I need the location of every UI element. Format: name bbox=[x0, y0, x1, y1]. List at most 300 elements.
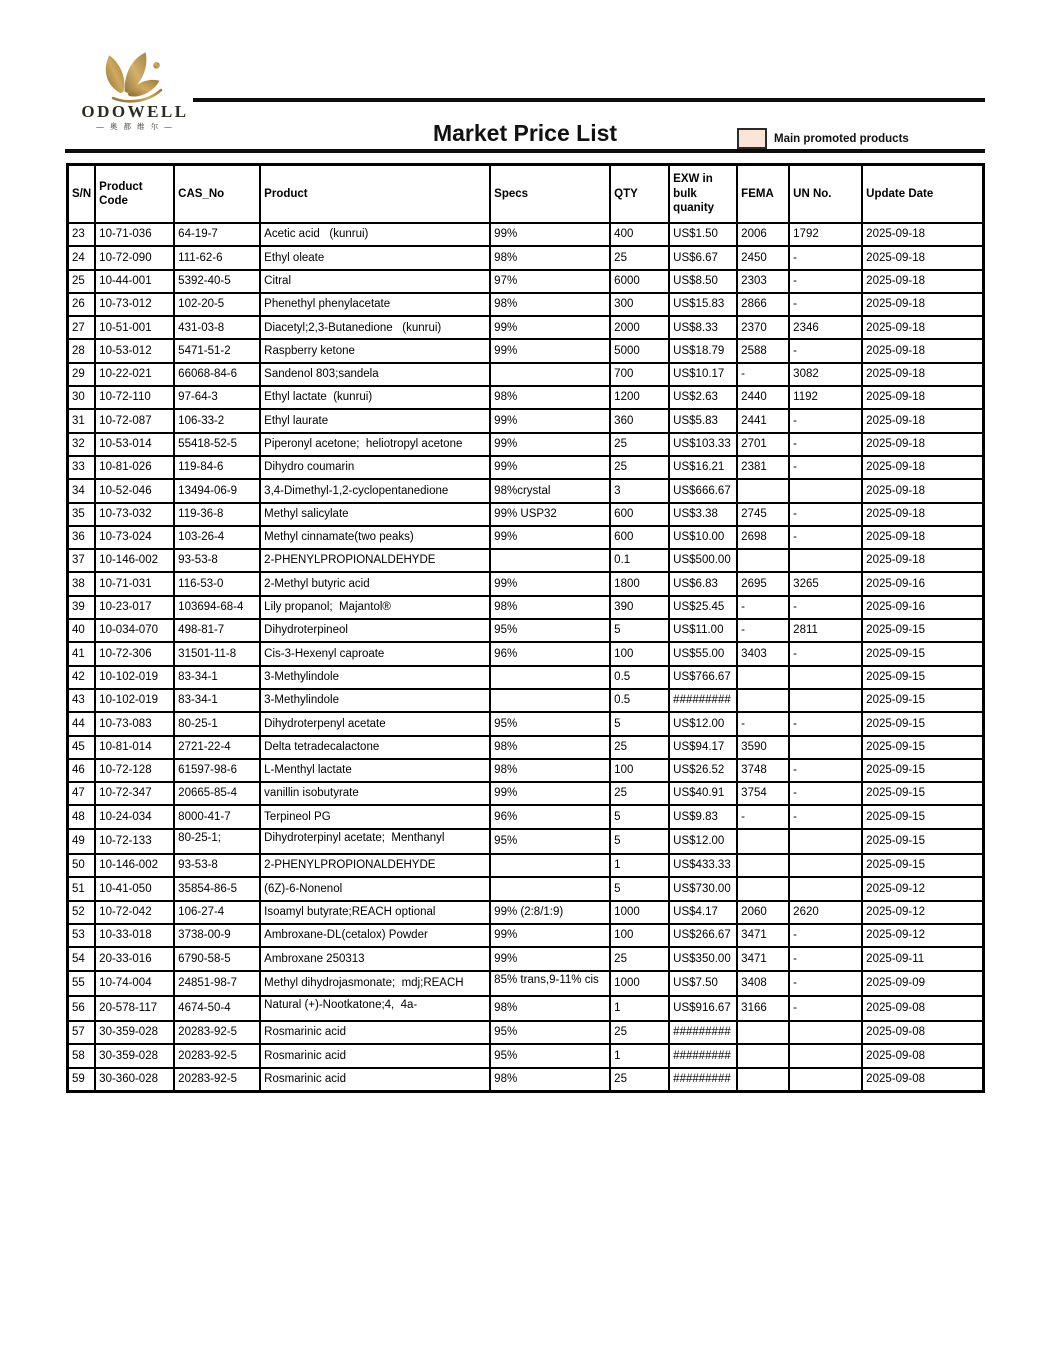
table-row bbox=[68, 503, 984, 526]
cell-fema bbox=[737, 1068, 789, 1092]
table-row bbox=[68, 246, 984, 269]
cell-specs: 99% USP32 bbox=[490, 503, 610, 526]
cell-product: Rosmarinic acid bbox=[260, 1021, 490, 1044]
cell-un: - bbox=[789, 246, 862, 269]
cell-cas: 20283-92-5 bbox=[174, 1068, 260, 1092]
cell-date: 2025-09-09 bbox=[862, 971, 983, 996]
cell-code: 10-22-021 bbox=[95, 363, 174, 386]
col-header-product-code: Product Code bbox=[95, 165, 174, 224]
cell-exw: US$15.83 bbox=[669, 293, 737, 316]
cell-fema: 3748 bbox=[737, 759, 789, 782]
cell-product: Raspberry ketone bbox=[260, 339, 490, 362]
cell-un bbox=[789, 666, 862, 689]
cell-specs: 98% bbox=[490, 1068, 610, 1092]
cell-specs: 99% bbox=[490, 223, 610, 246]
cell-exw: US$12.00 bbox=[669, 712, 737, 735]
cell-date: 2025-09-11 bbox=[862, 947, 983, 970]
cell-qty: 25 bbox=[610, 433, 669, 456]
cell-date: 2025-09-15 bbox=[862, 619, 983, 642]
cell-qty: 25 bbox=[610, 1021, 669, 1044]
table-row bbox=[68, 947, 984, 970]
cell-date: 2025-09-18 bbox=[862, 409, 983, 432]
cell-specs: 98% bbox=[490, 386, 610, 409]
cell-exw: US$9.83 bbox=[669, 805, 737, 828]
table-row bbox=[68, 572, 984, 595]
cell-un: - bbox=[789, 526, 862, 549]
cell-specs: 99% bbox=[490, 572, 610, 595]
cell-fema: 2381 bbox=[737, 456, 789, 479]
cell-specs: 98% bbox=[490, 293, 610, 316]
cell-un: - bbox=[789, 924, 862, 947]
cell-code: 10-52-046 bbox=[95, 479, 174, 502]
cell-date: 2025-09-15 bbox=[862, 782, 983, 805]
cell-exw: US$103.33 bbox=[669, 433, 737, 456]
cell-product: Dihydroterpineol bbox=[260, 619, 490, 642]
cell-cas: 24851-98-7 bbox=[174, 971, 260, 996]
cell-exw: US$8.33 bbox=[669, 316, 737, 339]
cell-exw: US$500.00 bbox=[669, 549, 737, 572]
cell-un: - bbox=[789, 759, 862, 782]
cell-code: 10-72-347 bbox=[95, 782, 174, 805]
cell-fema bbox=[737, 1044, 789, 1067]
table-row bbox=[68, 829, 984, 854]
cell-code: 10-72-110 bbox=[95, 386, 174, 409]
cell-code: 10-74-004 bbox=[95, 971, 174, 996]
cell-cas: 119-84-6 bbox=[174, 456, 260, 479]
cell-un: - bbox=[789, 971, 862, 996]
cell-un: 2620 bbox=[789, 901, 862, 924]
cell-code: 10-102-019 bbox=[95, 689, 174, 712]
table-row bbox=[68, 456, 984, 479]
cell-cas: 431-03-8 bbox=[174, 316, 260, 339]
cell-code: 10-72-090 bbox=[95, 246, 174, 269]
cell-sn: 52 bbox=[68, 901, 96, 924]
cell-product: Phenethyl phenylacetate bbox=[260, 293, 490, 316]
cell-un bbox=[789, 1021, 862, 1044]
cell-cas: 6790-58-5 bbox=[174, 947, 260, 970]
cell-code: 10-72-133 bbox=[95, 829, 174, 854]
table-row bbox=[68, 526, 984, 549]
cell-product: Diacetyl;2,3-Butanedione (kunrui) bbox=[260, 316, 490, 339]
cell-sn: 54 bbox=[68, 947, 96, 970]
cell-un bbox=[789, 549, 862, 572]
cell-specs: 99% bbox=[490, 339, 610, 362]
cell-exw: ######### bbox=[669, 689, 737, 712]
cell-cas: 83-34-1 bbox=[174, 689, 260, 712]
page-title: Market Price List bbox=[432, 120, 618, 146]
cell-code: 10-72-087 bbox=[95, 409, 174, 432]
cell-cas: 106-33-2 bbox=[174, 409, 260, 432]
table-row bbox=[68, 736, 984, 759]
cell-exw: US$7.50 bbox=[669, 971, 737, 996]
cell-sn: 55 bbox=[68, 971, 96, 996]
cell-date: 2025-09-18 bbox=[862, 293, 983, 316]
table-row bbox=[68, 433, 984, 456]
cell-un: - bbox=[789, 712, 862, 735]
cell-cas: 106-27-4 bbox=[174, 901, 260, 924]
cell-un bbox=[789, 736, 862, 759]
cell-product: vanillin isobutyrate bbox=[260, 782, 490, 805]
cell-product: 3-Methylindole bbox=[260, 689, 490, 712]
cell-fema: 2588 bbox=[737, 339, 789, 362]
cell-fema: 2303 bbox=[737, 270, 789, 293]
cell-sn: 40 bbox=[68, 619, 96, 642]
cell-sn: 33 bbox=[68, 456, 96, 479]
cell-product: Ethyl lactate (kunrui) bbox=[260, 386, 490, 409]
cell-specs bbox=[490, 689, 610, 712]
cell-exw: US$730.00 bbox=[669, 877, 737, 900]
cell-cas: 3738-00-9 bbox=[174, 924, 260, 947]
table-row bbox=[68, 386, 984, 409]
cell-un: - bbox=[789, 947, 862, 970]
brand-name-chinese: — 奥 都 维 尔 — bbox=[96, 122, 174, 131]
cell-fema: 2698 bbox=[737, 526, 789, 549]
table-row bbox=[68, 1044, 984, 1067]
cell-product: Dihydroterpenyl acetate bbox=[260, 712, 490, 735]
cell-qty: 0.1 bbox=[610, 549, 669, 572]
table-row bbox=[68, 223, 984, 246]
cell-product: Sandenol 803;sandela bbox=[260, 363, 490, 386]
cell-exw: US$4.17 bbox=[669, 901, 737, 924]
cell-un: 2811 bbox=[789, 619, 862, 642]
cell-un: 1792 bbox=[789, 223, 862, 246]
cell-code: 10-51-001 bbox=[95, 316, 174, 339]
cell-un: - bbox=[789, 433, 862, 456]
header-row bbox=[68, 165, 984, 224]
cell-date: 2025-09-18 bbox=[862, 270, 983, 293]
cell-date: 2025-09-18 bbox=[862, 549, 983, 572]
cell-fema bbox=[737, 479, 789, 502]
cell-fema: 3590 bbox=[737, 736, 789, 759]
cell-specs bbox=[490, 363, 610, 386]
cell-date: 2025-09-18 bbox=[862, 339, 983, 362]
cell-product: Ambroxane-DL(cetalox) Powder bbox=[260, 924, 490, 947]
cell-product: (6Z)-6-Nonenol bbox=[260, 877, 490, 900]
col-header-un-no: UN No. bbox=[789, 165, 862, 224]
cell-fema: - bbox=[737, 596, 789, 619]
cell-code: 10-73-024 bbox=[95, 526, 174, 549]
cell-product: Isoamyl butyrate;REACH optional bbox=[260, 901, 490, 924]
cell-qty: 300 bbox=[610, 293, 669, 316]
table-row bbox=[68, 689, 984, 712]
cell-product: Dihydro coumarin bbox=[260, 456, 490, 479]
cell-date: 2025-09-08 bbox=[862, 996, 983, 1021]
cell-fema: 2060 bbox=[737, 901, 789, 924]
cell-exw: US$26.52 bbox=[669, 759, 737, 782]
cell-un: - bbox=[789, 996, 862, 1021]
col-header-exw: EXW in bulk quanity bbox=[669, 165, 737, 224]
cell-code: 10-102-019 bbox=[95, 666, 174, 689]
cell-exw: US$350.00 bbox=[669, 947, 737, 970]
cell-specs: 98% bbox=[490, 596, 610, 619]
cell-specs: 98%crystal bbox=[490, 479, 610, 502]
cell-cas: 31501-11-8 bbox=[174, 642, 260, 665]
cell-date: 2025-09-12 bbox=[862, 924, 983, 947]
cell-specs: 98% bbox=[490, 996, 610, 1021]
cell-sn: 39 bbox=[68, 596, 96, 619]
cell-code: 30-359-028 bbox=[95, 1044, 174, 1067]
cell-cas: 103-26-4 bbox=[174, 526, 260, 549]
cell-sn: 27 bbox=[68, 316, 96, 339]
cell-sn: 57 bbox=[68, 1021, 96, 1044]
cell-fema: 3471 bbox=[737, 924, 789, 947]
cell-qty: 6000 bbox=[610, 270, 669, 293]
cell-product: 2-PHENYLPROPIONALDEHYDE bbox=[260, 854, 490, 877]
cell-un: - bbox=[789, 596, 862, 619]
cell-exw: US$11.00 bbox=[669, 619, 737, 642]
cell-qty: 100 bbox=[610, 924, 669, 947]
cell-sn: 50 bbox=[68, 854, 96, 877]
cell-product: Terpineol PG bbox=[260, 805, 490, 828]
cell-date: 2025-09-15 bbox=[862, 689, 983, 712]
cell-exw: ######### bbox=[669, 1044, 737, 1067]
table-row bbox=[68, 1068, 984, 1092]
price-table-body bbox=[68, 223, 984, 1091]
cell-un: 1192 bbox=[789, 386, 862, 409]
cell-specs: 99% (2:8/1:9) bbox=[490, 901, 610, 924]
cell-exw: US$6.67 bbox=[669, 246, 737, 269]
cell-fema: 2441 bbox=[737, 409, 789, 432]
cell-exw: US$40.91 bbox=[669, 782, 737, 805]
cell-fema bbox=[737, 549, 789, 572]
cell-date: 2025-09-18 bbox=[862, 526, 983, 549]
top-rule bbox=[193, 98, 985, 102]
cell-exw: US$1.50 bbox=[669, 223, 737, 246]
cell-cas: 111-62-6 bbox=[174, 246, 260, 269]
cell-cas: 35854-86-5 bbox=[174, 877, 260, 900]
cell-code: 10-81-026 bbox=[95, 456, 174, 479]
table-row bbox=[68, 996, 984, 1021]
cell-cas: 97-64-3 bbox=[174, 386, 260, 409]
table-row bbox=[68, 316, 984, 339]
cell-qty: 2000 bbox=[610, 316, 669, 339]
cell-code: 10-81-014 bbox=[95, 736, 174, 759]
cell-un: - bbox=[789, 503, 862, 526]
cell-qty: 25 bbox=[610, 1068, 669, 1092]
cell-specs: 85% trans,9-11% cis bbox=[490, 971, 610, 996]
cell-date: 2025-09-18 bbox=[862, 223, 983, 246]
cell-cas: 80-25-1 bbox=[174, 712, 260, 735]
cell-exw: ######### bbox=[669, 1068, 737, 1092]
cell-cas: 102-20-5 bbox=[174, 293, 260, 316]
cell-exw: US$433.33 bbox=[669, 854, 737, 877]
table-row bbox=[68, 1021, 984, 1044]
cell-qty: 5 bbox=[610, 619, 669, 642]
cell-specs: 95% bbox=[490, 829, 610, 854]
logo-flower-icon bbox=[92, 48, 166, 106]
cell-cas: 55418-52-5 bbox=[174, 433, 260, 456]
cell-fema: - bbox=[737, 619, 789, 642]
cell-code: 10-73-032 bbox=[95, 503, 174, 526]
cell-sn: 32 bbox=[68, 433, 96, 456]
cell-un: - bbox=[789, 270, 862, 293]
cell-fema bbox=[737, 829, 789, 854]
cell-date: 2025-09-16 bbox=[862, 572, 983, 595]
cell-sn: 44 bbox=[68, 712, 96, 735]
cell-cas: 5471-51-2 bbox=[174, 339, 260, 362]
cell-product: L-Menthyl lactate bbox=[260, 759, 490, 782]
cell-un: 2346 bbox=[789, 316, 862, 339]
cell-exw: US$25.45 bbox=[669, 596, 737, 619]
cell-date: 2025-09-15 bbox=[862, 712, 983, 735]
cell-cas: 66068-84-6 bbox=[174, 363, 260, 386]
cell-sn: 29 bbox=[68, 363, 96, 386]
cell-product: Ethyl oleate bbox=[260, 246, 490, 269]
table-row bbox=[68, 782, 984, 805]
cell-specs: 98% bbox=[490, 759, 610, 782]
cell-exw: US$266.67 bbox=[669, 924, 737, 947]
table-row bbox=[68, 409, 984, 432]
cell-sn: 36 bbox=[68, 526, 96, 549]
col-header-qty: QTY bbox=[610, 165, 669, 224]
cell-exw: US$3.38 bbox=[669, 503, 737, 526]
cell-product: Cis-3-Hexenyl caproate bbox=[260, 642, 490, 665]
cell-date: 2025-09-15 bbox=[862, 854, 983, 877]
cell-un bbox=[789, 877, 862, 900]
cell-code: 10-146-002 bbox=[95, 549, 174, 572]
cell-exw: US$18.79 bbox=[669, 339, 737, 362]
brand-name: ODOWELL bbox=[81, 102, 189, 121]
cell-code: 10-24-034 bbox=[95, 805, 174, 828]
cell-fema bbox=[737, 689, 789, 712]
cell-sn: 23 bbox=[68, 223, 96, 246]
cell-un bbox=[789, 1068, 862, 1092]
promoted-products-swatch bbox=[737, 128, 767, 149]
cell-un: - bbox=[789, 782, 862, 805]
cell-cas: 20283-92-5 bbox=[174, 1044, 260, 1067]
cell-cas: 498-81-7 bbox=[174, 619, 260, 642]
cell-un bbox=[789, 689, 862, 712]
cell-qty: 25 bbox=[610, 947, 669, 970]
cell-cas: 4674-50-4 bbox=[174, 996, 260, 1021]
cell-sn: 35 bbox=[68, 503, 96, 526]
cell-qty: 0.5 bbox=[610, 689, 669, 712]
cell-product: Delta tetradecalactone bbox=[260, 736, 490, 759]
cell-date: 2025-09-18 bbox=[862, 433, 983, 456]
cell-exw: US$10.00 bbox=[669, 526, 737, 549]
cell-fema: 2450 bbox=[737, 246, 789, 269]
cell-qty: 5 bbox=[610, 805, 669, 828]
cell-code: 10-71-036 bbox=[95, 223, 174, 246]
cell-sn: 46 bbox=[68, 759, 96, 782]
cell-fema: - bbox=[737, 363, 789, 386]
cell-exw: US$766.67 bbox=[669, 666, 737, 689]
cell-product: 2-Methyl butyric acid bbox=[260, 572, 490, 595]
table-row bbox=[68, 805, 984, 828]
cell-cas: 116-53-0 bbox=[174, 572, 260, 595]
cell-code: 10-72-128 bbox=[95, 759, 174, 782]
cell-fema: 2370 bbox=[737, 316, 789, 339]
cell-sn: 25 bbox=[68, 270, 96, 293]
col-header-specs: Specs bbox=[490, 165, 610, 224]
cell-cas: 2721-22-4 bbox=[174, 736, 260, 759]
promoted-products-label: Main promoted products bbox=[774, 133, 909, 145]
cell-code: 20-578-117 bbox=[95, 996, 174, 1021]
cell-date: 2025-09-12 bbox=[862, 901, 983, 924]
cell-code: 10-146-002 bbox=[95, 854, 174, 877]
cell-date: 2025-09-12 bbox=[862, 877, 983, 900]
cell-product: Dihydroterpinyl acetate; Menthanyl bbox=[260, 829, 490, 854]
cell-sn: 43 bbox=[68, 689, 96, 712]
cell-qty: 5 bbox=[610, 712, 669, 735]
cell-qty: 25 bbox=[610, 246, 669, 269]
cell-product: 2-PHENYLPROPIONALDEHYDE bbox=[260, 549, 490, 572]
cell-code: 10-53-014 bbox=[95, 433, 174, 456]
cell-un: - bbox=[789, 339, 862, 362]
cell-sn: 26 bbox=[68, 293, 96, 316]
cell-sn: 47 bbox=[68, 782, 96, 805]
cell-product: Methyl dihydrojasmonate; mdj;REACH bbox=[260, 971, 490, 996]
cell-exw: US$55.00 bbox=[669, 642, 737, 665]
cell-code: 10-72-042 bbox=[95, 901, 174, 924]
cell-fema: 3471 bbox=[737, 947, 789, 970]
cell-sn: 48 bbox=[68, 805, 96, 828]
cell-qty: 100 bbox=[610, 759, 669, 782]
cell-fema: 2745 bbox=[737, 503, 789, 526]
cell-qty: 360 bbox=[610, 409, 669, 432]
cell-sn: 31 bbox=[68, 409, 96, 432]
cell-qty: 700 bbox=[610, 363, 669, 386]
cell-fema bbox=[737, 666, 789, 689]
cell-un: - bbox=[789, 805, 862, 828]
cell-sn: 42 bbox=[68, 666, 96, 689]
cell-specs: 99% bbox=[490, 433, 610, 456]
cell-un: - bbox=[789, 293, 862, 316]
table-row bbox=[68, 549, 984, 572]
cell-code: 20-33-016 bbox=[95, 947, 174, 970]
cell-fema: 3403 bbox=[737, 642, 789, 665]
cell-product: Ethyl laurate bbox=[260, 409, 490, 432]
cell-exw: US$12.00 bbox=[669, 829, 737, 854]
cell-sn: 59 bbox=[68, 1068, 96, 1092]
cell-specs: 96% bbox=[490, 642, 610, 665]
cell-cas: 20665-85-4 bbox=[174, 782, 260, 805]
cell-fema: 2440 bbox=[737, 386, 789, 409]
table-row bbox=[68, 293, 984, 316]
cell-qty: 1 bbox=[610, 996, 669, 1021]
cell-sn: 51 bbox=[68, 877, 96, 900]
cell-cas: 5392-40-5 bbox=[174, 270, 260, 293]
cell-specs bbox=[490, 666, 610, 689]
cell-un bbox=[789, 479, 862, 502]
cell-product: Piperonyl acetone; heliotropyl acetone bbox=[260, 433, 490, 456]
cell-specs: 99% bbox=[490, 316, 610, 339]
cell-sn: 30 bbox=[68, 386, 96, 409]
cell-product: Rosmarinic acid bbox=[260, 1044, 490, 1067]
cell-date: 2025-09-18 bbox=[862, 503, 983, 526]
cell-qty: 600 bbox=[610, 503, 669, 526]
cell-product: Methyl cinnamate(two peaks) bbox=[260, 526, 490, 549]
cell-fema: - bbox=[737, 805, 789, 828]
cell-specs: 95% bbox=[490, 1044, 610, 1067]
cell-specs: 98% bbox=[490, 736, 610, 759]
cell-qty: 5 bbox=[610, 877, 669, 900]
table-row bbox=[68, 642, 984, 665]
table-row bbox=[68, 363, 984, 386]
table-row bbox=[68, 666, 984, 689]
cell-date: 2025-09-18 bbox=[862, 363, 983, 386]
cell-fema: 3754 bbox=[737, 782, 789, 805]
cell-qty: 1800 bbox=[610, 572, 669, 595]
cell-fema: 2701 bbox=[737, 433, 789, 456]
table-row bbox=[68, 901, 984, 924]
cell-specs: 99% bbox=[490, 947, 610, 970]
cell-specs: 95% bbox=[490, 1021, 610, 1044]
cell-product: Acetic acid (kunrui) bbox=[260, 223, 490, 246]
cell-specs: 99% bbox=[490, 409, 610, 432]
cell-cas: 93-53-8 bbox=[174, 854, 260, 877]
cell-code: 10-33-018 bbox=[95, 924, 174, 947]
